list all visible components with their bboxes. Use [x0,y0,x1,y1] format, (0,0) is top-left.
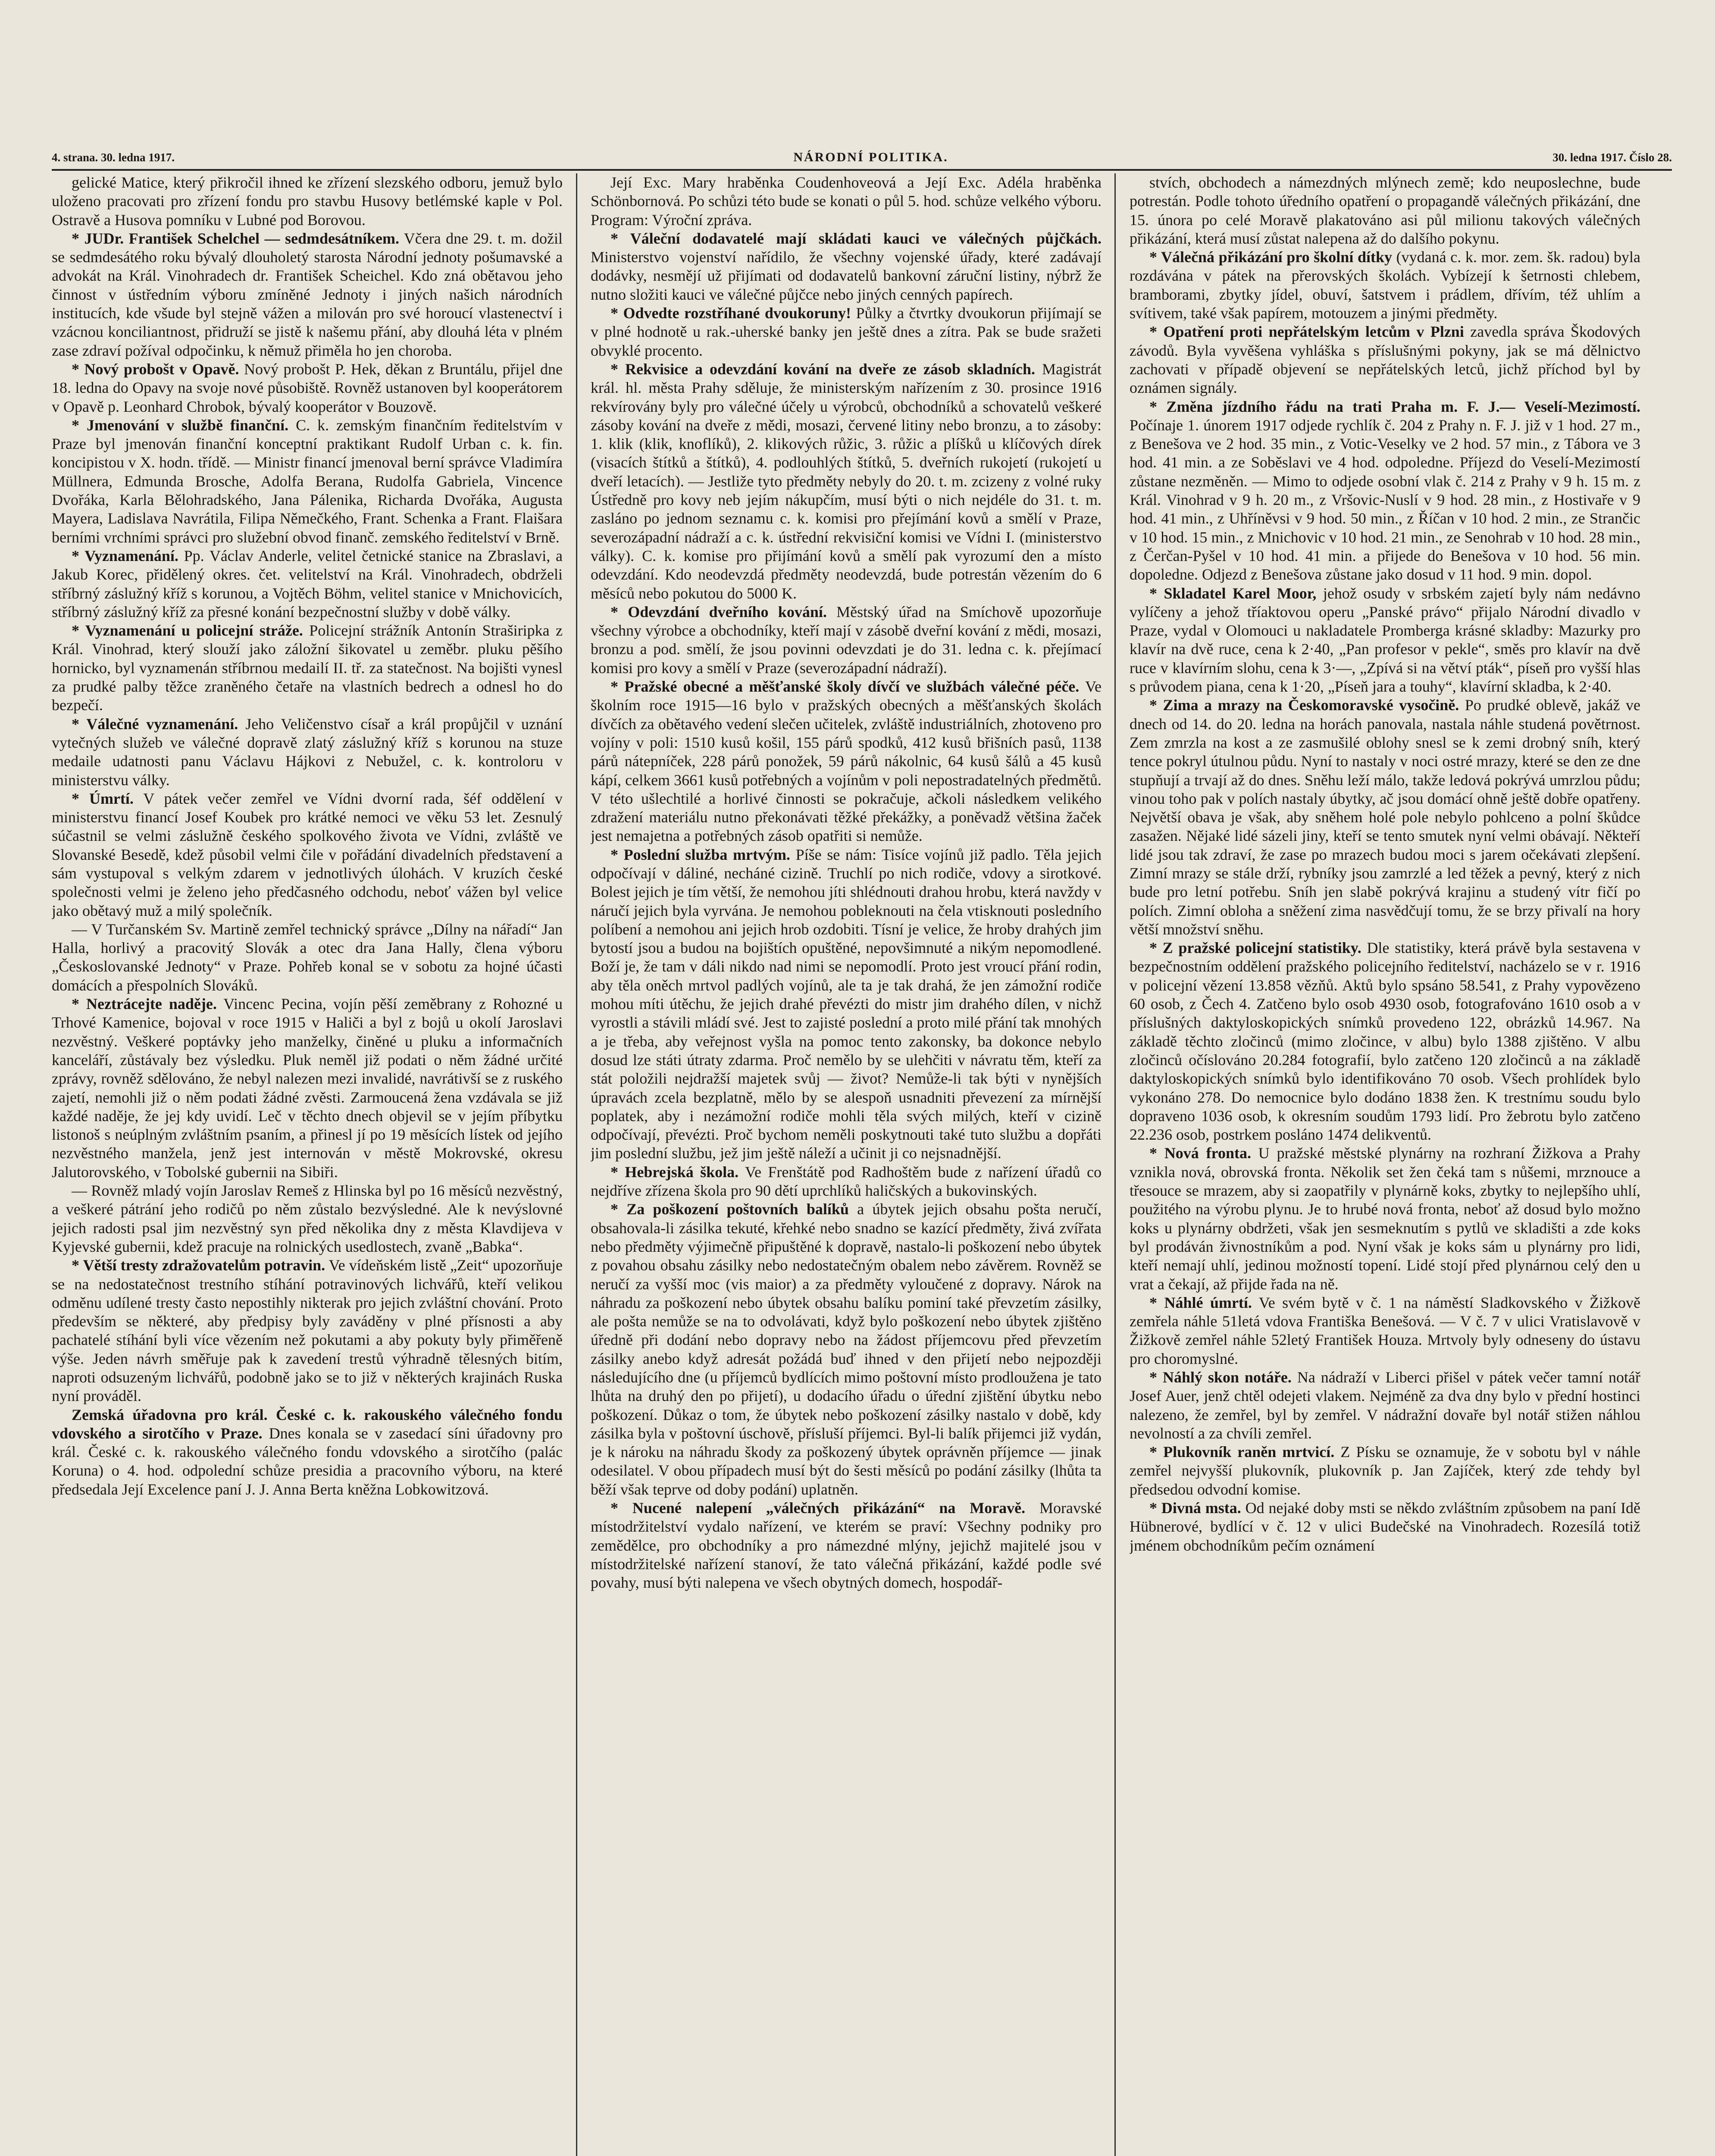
article-text: — Rovněž mladý vojín Jaroslav Remeš z Hlinska byl po 16 měsíců nezvěstný, a veškeré pátrání jeho rodičů po něm zůstalo bezvýsledné. Ale k nevýslovné jejich radosti psal jim nezvěstný syn před několika dny z města Klavdijeva v Kyjevské gubernii, kdež pracuje na rolnických usedlostech, zvaně „Babka“. [52,1182,563,1255]
article-text: gelické Matice, který přikročil ihned ke zřízení slezského odboru, jemuž bylo uloženo pracovati pro zřízení fondu pro stavbu Husovy betlémské kaple v Pol. Ostravě a Husova pomníku v Lubné pod Borovou. [52,174,563,229]
article-text: Magistrát král. hl. města Prahy sděluje, že ministerským nařízením z 30. prosince 1916 rekvírovány byly pro válečné účely u výrobců, obchodníků a schovatelů veškeré zásoby kování na dveře z mědi, mosazi, červené litiny nebo bronzu, a to zásoby: 1. klik (klik, knoflíků), 2. klikových růžic, 3. růžic a plíšků u klíčových dírek (visacích štítků a štítků), 4. podlouhlých štítků, 5. dveřních rukojetí (rukojetí u dveří letacích). — Jestliže tyto předměty nebyly do 20. t. m. zcizeny z volné ruky Ústředně pro kovy neb jejím nákupčím, musí býti o nich nejdéle do 31. t. m. zasláno po jednom seznamu c. k. komisi pro přejímání kovů a smělí v Praze, severozápadní nádraží a c. k. ústřední rekvisiční komisi ve Vídni I. (ministerstvo války). C. k. komise pro přijímání kovů a smělí pak vyrozumí den a místo odevzdání. Kdo neodevzdá předměty neodevzdá, bude potrestán vězením do 6 měsíců nebo pokutou do 5000 K. [591,360,1102,602]
article-paragraph [1130,1144,1640,1293]
article-text: Ve školním roce 1915—16 bylo v pražských obecných a měšťanských školách dívčích za obětavého vedení slečen učitelek, zvláště industriálních, zhotoveno pro vojíny v poli: 1510 kusů košil, 155 párů spodků, 412 kusů břišních pasů, 1138 párů nátepníček, 228 párů ponožek, 59 párů nákolnic, 64 kusů šálů a 45 kusů kápí, celkem 3661 kusů potřebných a vojínům v poli nepostradatelných předmětů. V této ušlechtilé a horlivé činnosti se pokračuje, ačkoli následkem velikého zdražení materiálu nutno překonávati těžké překážky, a poněvadž většina žaček jest nemajetna a potřebných zásob opatřiti si nemůže. [591,678,1102,845]
article-paragraph [52,920,563,995]
article-text: Včera dne 29. t. m. dožil se sedmdesátého roku bývalý dlouholetý starosta Národní jednoty pošumavské a advokát na Král. Vinohradech dr. František Scheichel. Kdo zná obětavou jeho činnost v ústředním výboru zmíněné Jednoty i jiných našich národních institucích, kde všude byl stejně vážen a milován pro své horoucí vlastenectví i vzácnou konciliantnost, přidruží se jistě k našemu přání, aby dlouhá léta v plném zase zdraví požíval odpočinku, k němuž přiměla ho jen choroba. [52,229,563,359]
article-paragraph [1130,398,1640,584]
article-text: Půlky a čtvrtky dvoukorun přijímají se v plné hodnotě u rak.-uherské banky jen ještě dnes a zítra. Pak se bude sražeti obvyklé procento. [591,304,1102,359]
article-paragraph [1130,696,1640,939]
article-paragraph [52,1406,563,1499]
article-paragraph [591,304,1102,360]
article-headline: * Poslední služba mrtvým. [610,846,790,863]
column-1 [52,173,563,2156]
article-text: Počínaje 1. únorem 1917 odjede rychlík č. 204 z Prahy n. F. J. již v 1 hod. 27 m., z Benešova ve 2 hod. 35 min., z Votic-Veselky ve 2 hod. 57 min., z Tábora ve 3 hod. 41 min. a ze Soběslavi ve 4 hod. odpoledne. Příjezd do Veselí-Mezimostí zůstane nezměněn. — Mimo to odjede osobní vlak č. 214 z Prahy v 9 h. 15 m. z Král. Vinohrad v 9 h. 20 m., z Vršovic-Nuslí v 9 hod. 28 min., z Hostivaře v 9 hod. 41 min., z Uhříněvsi v 9 hod. 50 min., z Říčan v 10 hod. 2 min., ze Strančic v 10 hod. 15 min., z Mnichovic v 10 hod. 21 min., ze Senohrab v 10 hod. 28 min., z Čerčan-Pyšel v 10 hod. 41 min. a přijede do Benešova v 10 hod. 56 min. dopoledne. Odjezd z Benešova zůstane jako dosud v 11 hod. 9 min. dopol. [1130,416,1640,583]
article-headline: * Vyznamenání u policejní stráže. [72,622,303,639]
article-headline: * Válečné vyznamenání. [72,715,238,733]
article-text: C. k. zemským finančním ředitelstvím v Praze byl jmenován finanční konceptní praktikant Rudolf Urban c. k. fin. koncipistou v X. hodn. třídě. — Ministr financí jmenoval berní správce Vladimíra Müllnera, Edmunda Brosche, Adolfa Berana, Rudolfa Gabriela, Vincence Dvořáka, Karla Bělohradského, Jana Pálenika, Richarda Dvořáka, Augusta Mayera, Ladislava Navrátila, Filipa Němečkého, Frant. Schenka a Frant. Flaišara berními vrchními správci pro služební obvod finanč. zemského ředitelství v Brně. [52,416,563,546]
article-paragraph [591,360,1102,603]
article-headline: * Změna jízdního řádu na trati Praha m. F. J.— Veselí-Mezimostí. [1149,398,1640,415]
header-page-date: 4. strana. 30. ledna 1917. [52,151,175,164]
article-paragraph [591,1163,1102,1200]
header-issue-number: 30. ledna 1917. Číslo 28. [1552,151,1672,164]
article-text: stvích, obchodech a námezdných mlýnech země; kdo neuposlechne, bude potrestán. Podle tohoto úředního opatření o propagandě válečných přikázání, dne 15. února po celé Moravě plakatováno asi půl milionu takových válečných přikázání, která musí zůstat nalepena až do dalšího pokynu. [1130,174,1640,247]
article-paragraph [591,1499,1102,1592]
article-text: a úbytek jejich obsahu pošta neručí, obsahovala-li zásilka tekuté, křehké nebo snadno se kazící předměty, živá zvířata nebo předměty výjimečně připuštěné k dopravě, nastalo-li poškození nebo úbytek z povahou obsahu zásilky nebo nedostatečným obalem nebo závěrem. Rovněž se neručí za vyšší moc (vis maior) a za předměty vyloučené z dopravy. Nárok na náhradu za poškození nebo úbytek obsahu balíku pominí také převzetím zásilky, ale pošta nemůže se na to odvolávati, když bylo poškození nebo úbytek zjištěno úředně při dodání nebo dopravy nebo na žádost příjemcovu před převzetím zásilky anebo když adresát požádá buď ihned v den přijetí nebo nejpozději následujícího dne (u příjemců bydlících mimo poštovní místo prodloužena je tato lhůta na druhý den po přijetí), u dodacího úřadu o úřední zjištění úbytku nebo poškození. Důkaz o tom, že úbytek nebo poškození zásilky nastalo v době, kdy zásilka byla v poštovní úschově, přísluší příjemci. Byl-li balík přijemci již vydán, je k nároku na náhradu škody za poškozený úbytek oprávněn příjemce — jinak odesilatel. V obou případech musí být do šesti měsíců po podání zásilky (lhůta ta běží však teprve od doby podání) uplatněn. [591,1200,1102,1498]
column-divider [576,173,577,2156]
article-headline: * Neztrácejte naděje. [72,995,217,1013]
article-headline: * Větší tresty zdražovatelům potravin. [72,1257,325,1274]
article-headline: * Odvedte rozstříhané dvoukoruny! [610,304,851,322]
article-text: Dle statistiky, která právě byla sestavena v bezpečnostním oddělení pražského policejního ředitelství, nacházelo se v r. 1916 v policejní vězení 13.858 vězňů. Aktů bylo spsáno 58.541, z Prahy vypovězeno 60 osob, z Čech 4. Zatčeno bylo osob 4930 osob, fotografováno 1610 osob a v příslušných daktyloskopických snímků provedeno 122, obrázků 14.967. Na základě těchto zločinců (mimo zločince, v albu) bylo 1388 zjištěno. V albu zločinců očíslováno 20.284 fotografií, bylo zatčeno 120 zločinců a na základě daktyloskopických snímků bylo identifikováno 70 osob. Všech prohlídek bylo vykonáno 278. Do nemocnice bylo dodáno 1838 žen. K trestnímu soudu bylo dopraveno 1036 osob, k okresním soudům 1793 lidí. Pro žebrotu bylo zatčeno 22.236 osob, postrkem posláno 1474 delikventů. [1130,939,1640,1144]
article-paragraph [1130,173,1640,248]
article-text: Ministerstvo vojenství nařídilo, že všechny vojenské úřady, které zadávají dodávky, nesmějí už přijímati od dodavatelů bankovní záruční listiny, nýbrž že nutno složiti kauci ve válečné půjčce nebo jiných cenných papírech. [591,248,1102,303]
article-text: Ve Frenštátě pod Radhoštěm bude z nařízení úřadů co nejdříve zřízena škola pro 90 dětí uprchlíků haličských a bukovinských. [591,1163,1102,1200]
article-text: zavedla správa Škodových závodů. Byla vyvěšena vyhláška s příslušnými pokyny, jak se má dělnictvo zachovati v případě objevení se nepřátelských letců, jichž příchod byl by oznámen signály. [1130,323,1640,397]
article-text: V pátek večer zemřel ve Vídni dvorní rada, šéf oddělení v ministerstvu financí Josef Koubek pro krátké nemoci ve věku 53 let. Zesnulý súčastnil se velmi záslužně českého spolkového života ve Vídni, zvláště ve Slovanské Besedě, kdež působil velmi čile v pořádání divadelních představení a sám vystupoval s velkým zdarem v jednotlivých úlohách. V kruzích české společnosti velmi je želeno jeho předčasného odchodu, neboť vážen byl velice jako obětavý muž a milý společník. [52,790,563,919]
article-paragraph [1130,1443,1640,1499]
article-headline: * Za poškození poštovních balíků [610,1200,849,1218]
column-divider [1114,173,1116,2156]
article-headline: * Opatření proti nepřátelským letcům v Plzni [1149,323,1464,341]
article-paragraph [591,229,1102,304]
article-text: U pražské městské plynárny na rozhraní Žižkova a Prahy vznikla nová, obrovská fronta. Několik set žen čeká tam s nůšemi, mrznouce a třesouce se mrazem, aby si zaopatřily v plynárně koks, zbytky to nejlepšího uhlí, použitého na výrobu plynu. Je to hrubé nová fronta, neboť až dosud bylo možno koks u plynárny obdržeti, však jen sesmeknutím s pytlů ve skladišti a zde koks byl prodáván živnostníkům a pod. Nyní však je koks sám u plynárny pro lidi, kteří nemají uhlí, jedinou možností topení. Lidé stojí před plynárnou celý den u vrat a čekají, až přijde řada na ně. [1130,1144,1640,1293]
article-text: (vydaná c. k. mor. zem. šk. radou) byla rozdávána v pátek na přerovských školách. Vybízejí k šetrnosti chlebem, bramborami, zbytky jídel, obuví, šatstvem i prádlem, dřívím, též uhlím a svítivem, také však papírem, motouzem a jinými předměty. [1130,248,1640,322]
article-paragraph [52,621,563,714]
article-headline: * Skladatel Karel Moor, [1149,584,1317,602]
article-text: Vincenc Pecina, vojín pěší zeměbrany z Rohozné u Trhové Kamenice, bojoval v roce 1915 v Haliči a byl z bojů u okolí Jaroslavi nezvěstný. Veškeré poptávky jeho manželky, činěné u pluku a informačních kanceláří, zůstávaly bez výsledku. Pluk neměl již podati o něm žádné určité zprávy, rovněž sdělováno, že nebyl nalezen mezi invalidé, navrátivší se z ruského zajetí, nemohli již o něm podati žádné zvěsti. Zarmoucená žena vzdávala se již každé naděje, že jej kdy uvidí. Leč v těchto dnech objevil se v jejím příbytku listonoš s neúplným zvláštním psaním, a přinesl jí po 19 měsících lístek od jejího nezvěstného manžela, jenž jest internován v městě Mokrovské, okresu Jalutorovského, v Tobolské gubernii na Sibiři. [52,995,563,1181]
page-header [52,147,1672,167]
article-headline: * JUDr. František Schelchel — sedmdesátníkem. [72,229,399,247]
article-headline: * Nový probošt v Opavě. [72,360,239,378]
article-paragraph [1130,323,1640,397]
article-headline: * Náhlé úmrtí. [1149,1294,1252,1311]
article-text: Městský úřad na Smíchově upozorňuje všechny výrobce a obchodníky, kteří mají v zásobě dveřní kování z mědi, mosazi, bronzu a pod. smělí, že jsou povinni odevzdati je do 31. ledna c. k. přejímací komisi pro kovy a smělí v Praze (severozápadní nádraží). [591,603,1102,677]
article-paragraph [591,603,1102,677]
article-headline: * Zima a mrazy na Českomoravské vysočině. [1149,696,1459,714]
article-paragraph [591,677,1102,846]
article-paragraph [52,790,563,920]
article-headline: * Rekvisice a odevzdání kování na dveře ze zásob skladních. [610,360,1036,378]
article-paragraph [52,547,563,621]
article-headline: * Z pražské policejní statistiky. [1149,939,1361,957]
article-headline: * Úmrtí. [72,790,134,807]
article-text: Jeho Veličenstvo císař a král propůjčil v uznání vytečných služeb ve válečné dopravě zlatý záslužný kříž s korunou na stuze medaile udatnosti panu Václavu Hájkovi z Nebužel, c. k. kontroloru v ministerstvu války. [52,715,563,789]
article-paragraph [1130,1294,1640,1368]
article-paragraph [52,229,563,360]
article-headline: * Váleční dodavatelé mají skládati kauci ve válečných půjčkách. [610,229,1102,247]
article-paragraph [52,1256,563,1405]
article-headline: * Vyznamenání. [72,547,178,564]
article-paragraph [591,1200,1102,1499]
article-headline: * Nucené nalepení „válečných přikázání“ na Moravě. [610,1499,1026,1517]
article-headline: * Odevzdání dveřního kování. [610,603,827,620]
article-paragraph [1130,584,1640,696]
article-text: Na nádraží v Liberci přišel v pátek večer tamní notář Josef Auer, jenž chtěl odejeti vlakem. Nejméně za dva dny bylo v přední hostinci nalezeno, že zemřel, byl by zemřel. V nádražní dovaře byl notář stižen náhlou nevolností a za chvíli zemřel. [1130,1369,1640,1442]
article-text: Její Exc. Mary hraběnka Coudenhoveová a Její Exc. Adéla hraběnka Schönbornová. Po schůzi této bude se konati o půl 5. hod. schůze velkého výboru. Program: Výroční zpráva. [591,174,1102,229]
article-text: Policejní strážník Antonín Straširipka z Král. Vinohrad, který slouží jako záložní šikovatel u zeměbr. pluku pěšího hornicko, byl vyznamenán stříbrnou medailí II. tř. za statečnost. Na bojišti vynesl za prudké palby těžce zraněného četaře na vlastních bedrech a odnesl ho do bezpečí. [52,622,563,714]
article-headline: * Náhlý skon notáře. [1149,1369,1292,1386]
article-text: Po prudké oblevě, jakáž ve dnech od 14. do 20. ledna na horách panovala, nastala náhle studená povětrnost. Zem zmrzla na kost a ze zasmušilé oblohy snesl se k zemi drobný sníh, který tence pokryl útulnou půdu. Nyní to nastaly v noci ostré mrazy, které se den ze dne stupňují a trvají až do dnes. Sněhu leží málo, takže ledová pokrývá umrzlou půdu; vinou toho pak v polích nastaly úbytky, ač jsou domácí ohně ještě dobře opatřeny. Největší obava je však, aby sněhem holé pole nebylo pohlceno a polní škůdce zasažen. Nějaké lidé sázeli jiny, kteří se tento smutek nyní velmi obávají. Někteří lidé jsou tak zdraví, že zase po mrazech budou moci s jarem očekávati zlepšení. Zimní mrazy se stále drží, rybníky jsou zamrzlé a led těžek a pevný, který z nich bude pro letní potřebu. Sníh jen slabě pokrývá krajinu a studený vítr fičí po polích. Zimní obloha a sněžení zima nasvědčují tomu, že se brzy přivalí na hory větší množství sněhu. [1130,696,1640,938]
article-text: Ve vídeňském listě „Zeit“ upozorňuje se na nedostatečnost trestního stíhání potravinových lichvářů, kteří velikou odměnu udílené tresty často nepostihly nikterak pro jejich zvláštní chování. Proto především se některé, aby předpisy byly zaváděny v plné přísnosti a aby pachatelé stíhání byli více vězením než pokutami a aby pokuty byly přiměřeně výše. Jeden návrh směřuje pak k zavedení trestů výhradně tělesných bitím, naproti odsuzeným lichvářů, podobně jako se to již v některých krajinách Ruska nyní prováděl. [52,1257,563,1405]
article-paragraph [52,1181,563,1256]
column-3 [1130,173,1640,2156]
article-text: — V Turčanském Sv. Martině zemřel technický správce „Dílny na nářadí“ Jan Halla, horlivý a pracovitý Slovák a otec dra Jana Hally, člena výboru „Českoslovanské Jednoty“ v Praze. Pohřeb konal se v sobotu za hojné účasti domácích a přespolních Slováků. [52,920,563,994]
article-paragraph [1130,248,1640,323]
article-headline: * Plukovník raněn mrtvicí. [1149,1443,1335,1461]
article-text: Pp. Václav Anderle, velitel četnické stanice na Zbraslavi, a Jakub Korec, přidělený okres. čet. velitelství na Král. Vinohradech, obdrželi stříbrný záslužný kříž s korunou, a Vojtěch Böhm, velitel stanice v Mnichovicích, stříbrný záslužný kříž za přesné konání bezpečnostní služby v době války. [52,547,563,620]
article-paragraph [52,715,563,790]
article-text: Nový probošt P. Hek, děkan z Bruntálu, přijel dne 18. ledna do Opavy na svoje nové působiště. Rovněž ustanoven byl kooperátorem v Opavě p. Leonhard Chrobok, bývalý kooperátor v Bouzově. [52,360,563,415]
article-paragraph [591,846,1102,1163]
article-headline: * Jmenování v službě finanční. [72,416,289,434]
article-headline: * Nová fronta. [1149,1144,1251,1162]
article-headline: * Divná msta. [1149,1499,1241,1517]
article-text: Dnes konala se v zasedací síni úřadovny pro král. České c. k. rakouského válečného fondu vdovského a sirotčího (palác Koruna) o 4. hod. odpolední schůze presidia a pracovního výboru, na které předsedala Její Excelence paní J. J. Anna Berta kněžna Lobkowitzová. [52,1424,563,1498]
article-paragraph [591,173,1102,229]
article-paragraph [1130,939,1640,1144]
article-headline: * Hebrejská škola. [610,1163,739,1181]
article-text: jehož osudy v srbském zajetí byly nám nedávno vylíčeny a jehož tříaktovou operu „Panské právo“ přijalo Národní divadlo v Praze, vydal v Olomouci u nakladatele Promberga krásné skladby: Mazurky pro klavír na dvě ruce, cena k 2·40, „Pan profesor v pekle“, směs pro klavír na dvě ruce v klavírním slohu, cena k 3·—, „Zpívá si na větví pták“, píseň pro vyšší hlas s průvodem piana, cena k 1·20, „Píseň jara a touhy“, klavírní skladba, k 2·40. [1130,584,1640,696]
article-text: Ve svém bytě v č. 1 na náměstí Sladkovského v Žižkově zemřela náhle 51letá vdova Františka Benešová. — V č. 7 v ulici Vratislavově v Žižkově zemřel náhle 52letý František Houza. Mrtvoly byly odneseny do ústavu pro choromyslné. [1130,1294,1640,1367]
article-text: Píše se nám: Tisíce vojínů již padlo. Těla jejich odpočívají v dáliné, necháné cizině. Truchlí po nich rodiče, vdovy a sirotkové. Bolest jejich je tím větší, že nemohou jíti shlédnouti drahou hrobu, která navždy v náručí jejich byla vyrvána. Je nemohou pobleknouti na čela vtisknouti posledního políbení a nemohou ani jejich hrob ozdobiti. Tísní je velice, že hroby drahých jim bytostí jsou a budou na bojištích opuštěné, nepovšimnuté a nikým nepomodlené. Boží je, že tam v dáli nikdo nad nimi se nepomodlí. Proto jest vroucí přání rodin, aby těla oněch mrtvol padlých vojínů, ale ta je tak drahá, že jen zámožní rodiče mohou míti útěchu, že jejich drahé převézti do mistr jim drahého dílen, v nichž vyrostli a stávili mládí své. Jest to zajisté poslední a proto milé přání tak mnohých a je třeba, aby veřejnost vyšla na pomoc tento zakonsky, ba dokonce nebylo dosud lze státi útraty zdarma. Proč nemělo by se ulehčiti v návratu těm, kteří za stát položili nejdražší majetek svůj — život? Nemůže-li tak býti v nynějších úpravách zcela bezplatně, mělo by se alespoň usnadniti převezení za mírnější poplatek, aby i nezámožní rodiče mohli těla svých milých, kteří v cizině odpočívají, převézti. Proč bychom neměli poskytnouti také tuto službu a dopřáti jim poslední službu, jež jim ještě náleží a učinit ji co nejsnadnější. [591,846,1102,1162]
article-headline: * Pražské obecné a měšťanské školy dívčí ve službách válečné péče. [610,678,1080,696]
article-headline: Zemská úřadovna pro král. České c. k. rakouského válečného fondu vdovského a sirotčího v Praze. [52,1406,563,1442]
column-2 [591,173,1102,2156]
newspaper-title: NÁRODNÍ POLITIKA. [793,150,948,164]
article-paragraph [1130,1368,1640,1443]
article-text: Od nejaké doby msti se někdo zvláštním způsobem na paní Idě Hübnerové, bydlící v č. 12 v ulici Budečské na Vinohradech. Rozesílá totiž jménem obchodníkům pečím oznámení [1130,1499,1640,1554]
header-rule [52,169,1672,171]
article-text: Z Písku se oznamuje, že v sobotu byl v náhle zemřel nejvyšší plukovník, plukovník p. Jan Zajíček, který zde tehdy byl předsedou odvodní komise. [1130,1443,1640,1498]
article-paragraph [52,995,563,1181]
article-paragraph [1130,1499,1640,1555]
article-paragraph [52,416,563,547]
article-headline: * Válečná přikázání pro školní dítky [1149,248,1393,266]
article-text: Moravské místodržitelství vydalo nařízení, ve kterém se praví: Všechny podniky pro zemědělce, pro obchodníky a pro námezdné mlýny, jejichž majitelé jsou v místodržitelské nařízení stanoví, že tato válečná přikázání, každé podle své povahy, musí býti nalepena ve všech obytných domech, hospodář- [591,1499,1102,1592]
article-paragraph [52,360,563,416]
article-paragraph [52,173,563,229]
